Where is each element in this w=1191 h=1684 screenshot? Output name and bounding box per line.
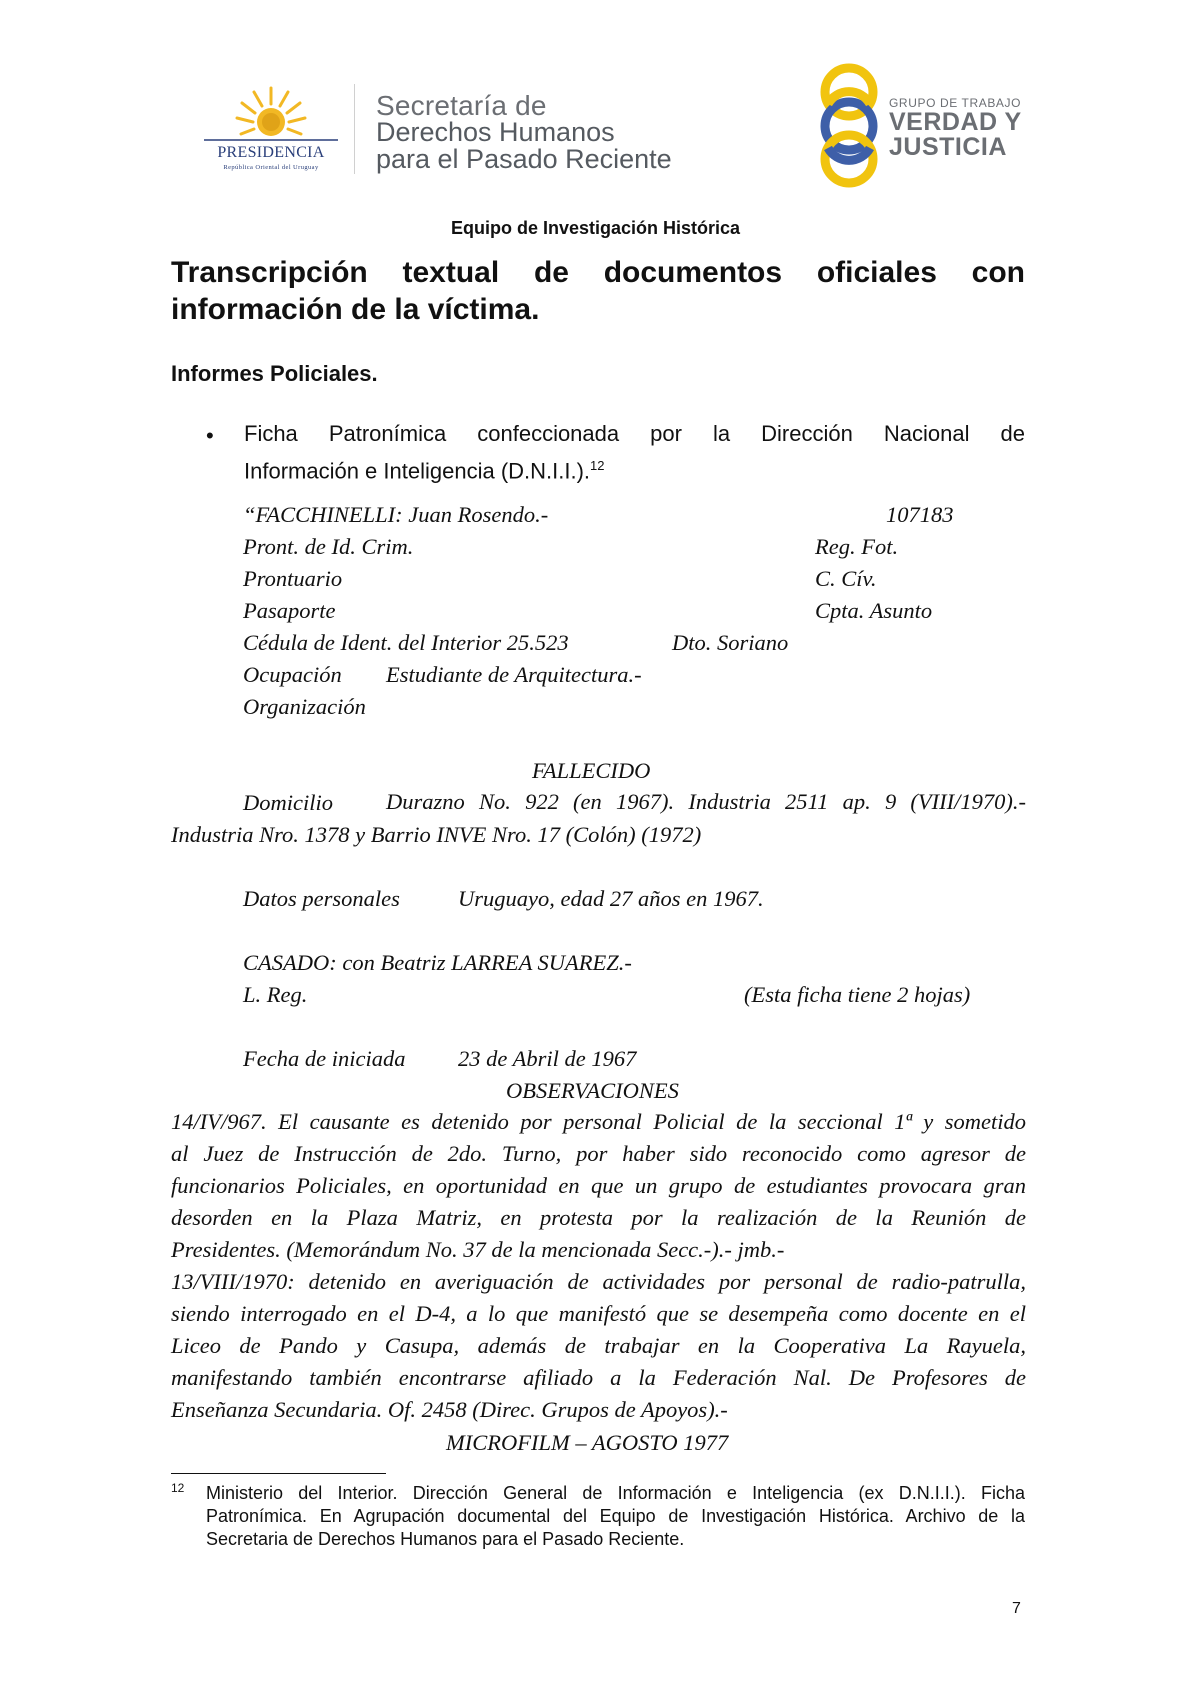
grupo-line3: JUSTICIA <box>889 133 1007 161</box>
title-line2: información de la víctima. <box>171 293 540 326</box>
ficha-domicilio-line2: Industria Nro. 1378 y Barrio INVE Nro. 17 (Colón) (1972) <box>171 822 702 847</box>
footnote-ref[interactable]: 12 <box>590 458 605 473</box>
ficha-fecha-value: 23 de Abril de 1967 <box>458 1046 637 1071</box>
ficha-datos-label: Datos personales <box>243 886 400 911</box>
obs1-last-line: Presidentes. (Memorándum No. 37 de la mencionada Secc.-).- jmb.- <box>171 1237 785 1262</box>
footnote-last-line: Secretaria de Derechos Humanos para el Pasado Reciente. <box>206 1529 685 1549</box>
footnote-text <box>206 1482 1025 1551</box>
ficha-pasaporte: Pasaporte <box>243 598 336 623</box>
ficha-number: 107183 <box>886 502 954 527</box>
grupo-line2: VERDAD Y <box>889 108 1022 136</box>
ficha-l-reg: L. Reg. <box>243 982 308 1007</box>
ficha-casado: CASADO: con Beatriz LARREA SUAREZ.- <box>243 950 632 975</box>
ficha-cpta: Cpta. Asunto <box>815 598 933 623</box>
page-number: 7 <box>1012 1600 1021 1617</box>
ficha-prontuario: Prontuario <box>243 566 343 591</box>
ficha-domicilio-label: Domicilio <box>243 790 333 815</box>
ficha-pront: Pront. de Id. Crim. <box>243 534 414 559</box>
secretaria-line2: Derechos Humanos <box>376 117 615 147</box>
bullet-line2: Información e Inteligencia (D.N.I.I.). <box>244 458 591 484</box>
footnote-line: Ministerio del Interior. Dirección General de Información e Inteligencia (ex D.N.I.I.). Ficha <box>206 1483 1025 1503</box>
secretaria-logo-text <box>376 92 672 173</box>
obs1-line: al Juez de Instrucción de 2do. Turno, por haber sido reconocido como agresor de <box>171 1141 1026 1166</box>
ficha-ocupacion-value: Estudiante de Arquitectura.- <box>386 662 642 687</box>
ficha-dto: Dto. Soriano <box>672 630 789 655</box>
verdad-justicia-rings-logo <box>814 62 884 188</box>
ficha-observaciones-heading: OBSERVACIONES <box>506 1078 679 1103</box>
ficha-name: “FACCHINELLI: Juan Rosendo.- <box>243 502 549 527</box>
footnote-number: 12 <box>171 1481 185 1495</box>
presidencia-subtitle: República Oriental del Uruguay <box>223 164 319 171</box>
obs2-line: siendo interrogado en el D-4, a lo que manifestó que se desempeña como docente en el <box>171 1301 1026 1326</box>
obs1-line: desorden en la Plaza Matriz, en protesta por la realización de la Reunión de <box>171 1205 1026 1230</box>
secretaria-line1: Secretaría de <box>376 90 547 121</box>
footnote-line: Patronímica. En Agrupación documental del Equipo de Investigación Histórica. Archivo de la <box>206 1506 1025 1526</box>
presidencia-logo <box>196 84 356 179</box>
document-title <box>171 254 1025 328</box>
obs2-line: manifestando también encontrarse afiliado a la Federación Nal. De Profesores de <box>171 1365 1026 1390</box>
obs1-line: funcionarios Policiales, en oportunidad en que un grupo de estudiantes provocara gran <box>171 1173 1026 1198</box>
title-line1: Transcripción textual de documentos oficiales con <box>171 256 1025 289</box>
sun-emblem-icon <box>196 84 346 146</box>
obs1-line: 14/IV/967. El causante es detenido por personal Policial de la seccional 1ª y sometido <box>171 1109 1026 1134</box>
observacion-1 <box>171 1106 1026 1266</box>
bullet-icon: • <box>206 423 214 448</box>
obs2-line: Liceo de Pando y Casupa, además de trabajar en la Cooperativa La Rayuela, <box>171 1333 1026 1358</box>
section-heading: Informes Policiales. <box>171 361 378 386</box>
ficha-reg-fot: Reg. Fot. <box>815 534 899 559</box>
ficha-cedula: Cédula de Ident. del Interior 25.523 <box>243 630 569 655</box>
header-divider <box>354 84 355 174</box>
grupo-trabajo-text <box>889 96 1022 160</box>
bullet-line1: Ficha Patronímica confeccionada por la Dirección Nacional de <box>244 421 1025 446</box>
observacion-2 <box>171 1266 1026 1426</box>
team-heading: Equipo de Investigación Histórica <box>450 218 741 238</box>
ficha-fecha-label: Fecha de iniciada <box>243 1046 406 1071</box>
rings-icon <box>814 62 884 188</box>
bullet-item <box>244 418 1025 487</box>
ficha-microfilm: MICROFILM – AGOSTO 1977 <box>446 1430 729 1455</box>
ficha-ocupacion-label: Ocupación <box>243 662 342 687</box>
presidencia-word: PRESIDENCIA <box>217 144 325 161</box>
obs2-last-line: Enseñanza Secundaria. Of. 2458 (Direc. Grupos de Apoyos).- <box>171 1397 728 1422</box>
ficha-fallecido: FALLECIDO <box>532 758 651 783</box>
ficha-hojas: (Esta ficha tiene 2 hojas) <box>744 982 971 1007</box>
domicilio-line1: Durazno No. 922 (en 1967). Industria 2511 ap. 9 (VIII/1970).- <box>386 789 1026 814</box>
obs2-line: 13/VIII/1970: detenido en averiguación de actividades por personal de radio-patrulla, <box>171 1269 1026 1294</box>
secretaria-line3: para el Pasado Reciente <box>376 144 672 174</box>
ficha-domicilio-line1 <box>386 786 1026 818</box>
ficha-datos-value: Uruguayo, edad 27 años en 1967. <box>458 886 764 911</box>
ficha-organizacion: Organización <box>243 694 366 719</box>
footnote-rule <box>171 1473 386 1474</box>
grupo-line1: GRUPO DE TRABAJO <box>889 96 1022 110</box>
ficha-c-civ: C. Cív. <box>815 566 877 591</box>
